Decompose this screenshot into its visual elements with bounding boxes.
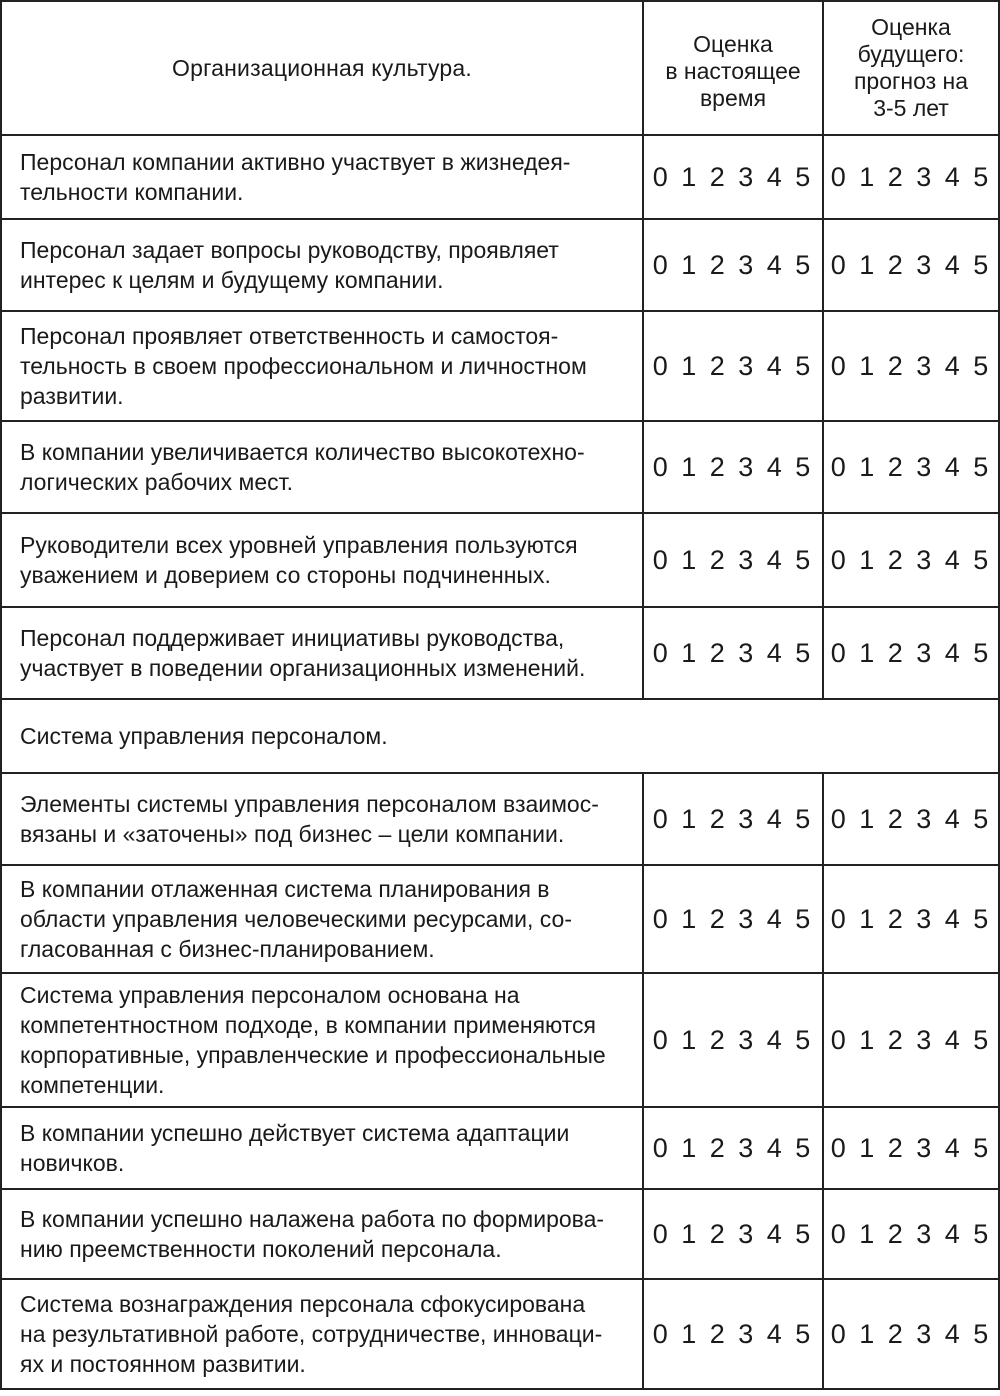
statement-cell bbox=[1, 607, 643, 699]
statement-line: области управления человеческими ресурсами, со- bbox=[20, 906, 573, 932]
statement-line: уважением и доверием со стороны подчиненных. bbox=[20, 562, 551, 588]
current-score-scale[interactable]: 0 1 2 3 4 5 bbox=[643, 773, 823, 865]
statement-cell bbox=[1, 1107, 643, 1189]
future-score-scale[interactable]: 0 1 2 3 4 5 bbox=[823, 865, 999, 973]
statement-line: В компании отлаженная система планирования в bbox=[20, 876, 550, 902]
table-row bbox=[1, 773, 999, 865]
statement-line: Персонал поддерживает инициативы руководства, bbox=[20, 625, 565, 651]
current-header-line: время bbox=[699, 84, 767, 111]
future-score-scale[interactable]: 0 1 2 3 4 5 bbox=[823, 513, 999, 607]
current-score-scale[interactable]: 0 1 2 3 4 5 bbox=[643, 1189, 823, 1279]
statement-line: Персонал проявляет ответственность и самостоя- bbox=[20, 323, 559, 349]
current-score-scale[interactable]: 0 1 2 3 4 5 bbox=[643, 513, 823, 607]
future-score-scale[interactable]: 0 1 2 3 4 5 bbox=[823, 219, 999, 311]
statement-line: развитии. bbox=[20, 383, 124, 409]
statement-cell bbox=[1, 773, 643, 865]
current-score-scale[interactable]: 0 1 2 3 4 5 bbox=[643, 607, 823, 699]
future-score-scale[interactable]: 0 1 2 3 4 5 bbox=[823, 773, 999, 865]
table-row bbox=[1, 1107, 999, 1189]
statement-line: логических рабочих мест. bbox=[20, 469, 294, 495]
current-score-scale[interactable]: 0 1 2 3 4 5 bbox=[643, 421, 823, 513]
future-score-scale[interactable]: 0 1 2 3 4 5 bbox=[823, 973, 999, 1107]
future-header-line: Оценка bbox=[871, 14, 951, 40]
statement-line: тельность в своем профессиональном и личностном bbox=[20, 353, 587, 379]
table-row bbox=[1, 865, 999, 973]
future-score-scale[interactable]: 0 1 2 3 4 5 bbox=[823, 607, 999, 699]
future-header-line: будущего: bbox=[857, 41, 965, 67]
table-row bbox=[1, 421, 999, 513]
statement-line: нию преемственности поколений персонала. bbox=[20, 1236, 502, 1262]
current-score-scale[interactable]: 0 1 2 3 4 5 bbox=[643, 311, 823, 421]
statement-line: гласованная с бизнес-планированием. bbox=[20, 936, 435, 962]
statement-cell bbox=[1, 135, 643, 219]
current-score-scale[interactable]: 0 1 2 3 4 5 bbox=[643, 973, 823, 1107]
statement-line: интерес к целям и будущему компании. bbox=[20, 267, 444, 293]
current-header-line: Оценка bbox=[693, 30, 773, 57]
future-score-scale[interactable]: 0 1 2 3 4 5 bbox=[823, 1279, 999, 1389]
statement-line: В компании успешно действует система адаптации bbox=[20, 1120, 570, 1146]
statement-line: компетентностном подходе, в компании применяются bbox=[20, 1012, 597, 1038]
table-row bbox=[1, 973, 999, 1107]
statement-line: Персонал компании активно участвует в жизнедея- bbox=[20, 149, 571, 175]
future-score-header bbox=[823, 1, 999, 135]
current-score-scale[interactable]: 0 1 2 3 4 5 bbox=[643, 219, 823, 311]
table-row bbox=[1, 219, 999, 311]
statement-line: Элементы системы управления персоналом взаимос- bbox=[20, 791, 599, 817]
current-score-scale[interactable]: 0 1 2 3 4 5 bbox=[643, 1107, 823, 1189]
statement-line: Система вознаграждения персонала сфокусирована bbox=[20, 1291, 586, 1317]
current-score-scale[interactable]: 0 1 2 3 4 5 bbox=[643, 1279, 823, 1389]
statement-cell bbox=[1, 219, 643, 311]
future-score-scale[interactable]: 0 1 2 3 4 5 bbox=[823, 311, 999, 421]
future-score-scale[interactable]: 0 1 2 3 4 5 bbox=[823, 135, 999, 219]
statement-line: В компании увеличивается количество высокотехно- bbox=[20, 439, 585, 465]
statement-line: участвует в поведении организационных изменений. bbox=[20, 655, 586, 681]
statement-cell bbox=[1, 1279, 643, 1389]
statement-cell bbox=[1, 1189, 643, 1279]
statement-cell bbox=[1, 513, 643, 607]
statement-cell bbox=[1, 865, 643, 973]
current-score-scale[interactable]: 0 1 2 3 4 5 bbox=[643, 135, 823, 219]
table-row bbox=[1, 607, 999, 699]
statement-line: новичков. bbox=[20, 1150, 125, 1176]
current-score-header bbox=[643, 1, 823, 135]
current-header-line: в настоящее bbox=[665, 57, 801, 84]
statement-line: Персонал задает вопросы руководству, проявляет bbox=[20, 237, 559, 263]
statement-line: корпоративные, управленческие и профессиональные bbox=[20, 1042, 606, 1068]
statement-line: вязаны и «заточены» под бизнес – цели компании. bbox=[20, 821, 565, 847]
statement-cell bbox=[1, 311, 643, 421]
table-row bbox=[1, 311, 999, 421]
future-header-line: прогноз на bbox=[853, 68, 969, 94]
future-score-scale[interactable]: 0 1 2 3 4 5 bbox=[823, 1107, 999, 1189]
hr-system-section-title: Система управления персоналом. bbox=[1, 699, 999, 773]
statement-line: Система управления персоналом основана на bbox=[20, 982, 520, 1008]
statement-line: тельности компании. bbox=[20, 179, 244, 205]
future-score-scale[interactable]: 0 1 2 3 4 5 bbox=[823, 1189, 999, 1279]
table-row bbox=[1, 1279, 999, 1389]
header-row bbox=[1, 1, 999, 135]
statement-line: Руководители всех уровней управления пользуются bbox=[20, 532, 578, 558]
statement-cell bbox=[1, 973, 643, 1107]
statement-line: на результативной работе, сотрудничестве, инноваци- bbox=[20, 1321, 603, 1347]
future-score-scale[interactable]: 0 1 2 3 4 5 bbox=[823, 421, 999, 513]
org-culture-title: Организационная культура. bbox=[1, 1, 643, 135]
table-row bbox=[1, 513, 999, 607]
current-score-scale[interactable]: 0 1 2 3 4 5 bbox=[643, 865, 823, 973]
statement-line: компетенции. bbox=[20, 1072, 165, 1098]
statement-line: В компании успешно налажена работа по формирова- bbox=[20, 1206, 605, 1232]
table-row bbox=[1, 135, 999, 219]
table-body bbox=[1, 1, 999, 1389]
statement-cell bbox=[1, 421, 643, 513]
statement-line: ях и постоянном развитии. bbox=[20, 1351, 306, 1377]
future-header-line: 3-5 лет bbox=[873, 95, 949, 121]
table-row bbox=[1, 1189, 999, 1279]
section-row bbox=[1, 699, 999, 773]
